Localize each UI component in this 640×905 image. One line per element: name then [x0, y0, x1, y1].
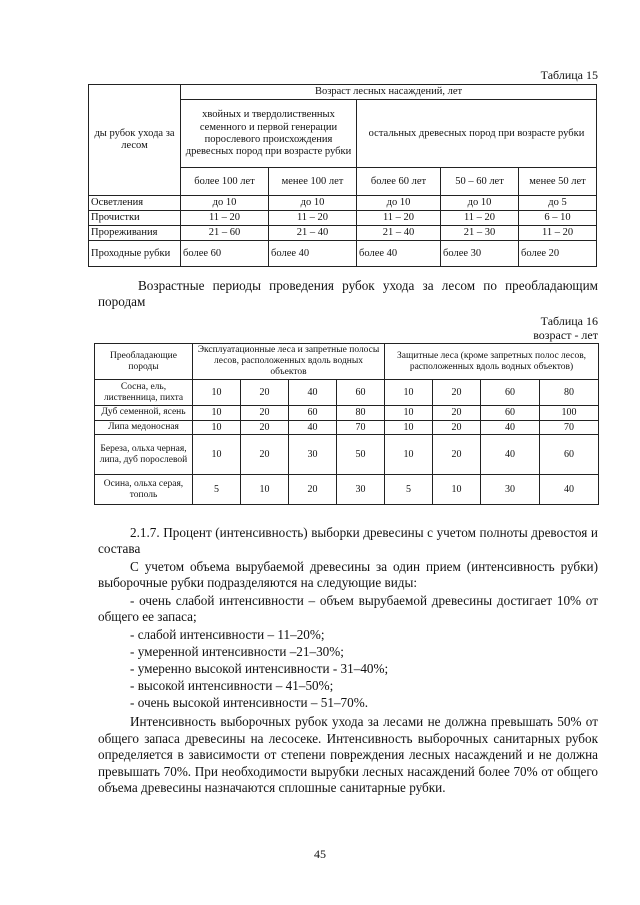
table16-cell: 20	[433, 420, 481, 435]
table16-row-name: Дуб семенной, ясень	[95, 406, 193, 421]
table16-cell: 10	[433, 475, 481, 505]
table15-cell: 11 – 20	[357, 211, 441, 226]
table16-cell: 40	[289, 420, 337, 435]
list-item: - очень слабой интенсивности – объем вырубаемой древесины достигает 10% от общего ее запаса;	[98, 593, 598, 624]
table15-cell: 21 – 40	[269, 226, 357, 241]
table16-cell: 5	[193, 475, 241, 505]
table16-cell: 60	[481, 406, 540, 421]
table15-header-age: Возраст лесных насаждений, лет	[181, 85, 597, 100]
table15-cell: 11 – 20	[441, 211, 519, 226]
table15-cell: до 10	[181, 196, 269, 211]
table16-group-exploit: Эксплуатационные леса и запретные полосы лесов, расположенных вдоль водных объектов	[193, 344, 385, 380]
table16-row-name: Липа медоносная	[95, 420, 193, 435]
table15-caption: Таблица 15	[540, 68, 598, 82]
table16-cell: 70	[540, 420, 599, 435]
table16-cell: 40	[481, 420, 540, 435]
table15-cell: 11 – 20	[181, 211, 269, 226]
table16-cell: 80	[540, 380, 599, 406]
table15-sub-header: более 60 лет	[357, 168, 441, 196]
table15-sub-header: менее 100 лет	[269, 168, 357, 196]
table16-row-name: Береза, ольха черная, липа, дуб порослевой	[95, 435, 193, 475]
table16-heading: Возрастные периоды проведения рубок ухода за лесом по преобладающим породам	[98, 278, 598, 309]
table15-cell: до 5	[519, 196, 597, 211]
table16-cell: 10	[193, 406, 241, 421]
table16-cell: 10	[385, 420, 433, 435]
table16-cell: 40	[540, 475, 599, 505]
table15-cell: до 10	[357, 196, 441, 211]
table15-cell: 11 – 20	[519, 226, 597, 241]
table16-cell: 20	[241, 420, 289, 435]
table16-cell: 60	[540, 435, 599, 475]
table16-cell: 70	[337, 420, 385, 435]
list-item: - слабой интенсивности – 11–20%;	[130, 627, 325, 642]
table16-cell: 100	[540, 406, 599, 421]
table16-cell: 10	[385, 380, 433, 406]
table16-cell: 20	[433, 406, 481, 421]
table16-cell: 10	[193, 420, 241, 435]
table16-cell: 10	[241, 475, 289, 505]
section-intro: С учетом объема вырубаемой древесины за один прием (интенсивность рубки) выборочные рубки подразделяются на следующие виды:	[98, 559, 598, 590]
table16-cell: 10	[385, 406, 433, 421]
table16-cell: 10	[193, 380, 241, 406]
table16-caption: Таблица 16	[540, 314, 598, 328]
list-item: - умеренной интенсивности –21–30%;	[130, 644, 344, 659]
table15-cell: более 40	[357, 241, 441, 267]
table16-cell: 5	[385, 475, 433, 505]
table16-cell: 60	[481, 380, 540, 406]
page-number: 45	[314, 847, 326, 861]
table16-cell: 20	[241, 380, 289, 406]
table16-cell: 40	[481, 435, 540, 475]
table16-unit: возраст - лет	[533, 328, 598, 342]
table16-cell: 20	[289, 475, 337, 505]
table15-cell: более 60	[181, 241, 269, 267]
table16-cell: 10	[193, 435, 241, 475]
section-title: 2.1.7. Процент (интенсивность) выборки древесины с учетом полноты древостоя и состава	[98, 525, 598, 556]
table15-cell: 11 – 20	[269, 211, 357, 226]
table16-cell: 50	[337, 435, 385, 475]
table16-col-species: Преобладающие породы	[95, 344, 193, 380]
table16-cell: 60	[289, 406, 337, 421]
table16-cell: 30	[337, 475, 385, 505]
table16-cell: 20	[433, 435, 481, 475]
table15-cell: 21 – 60	[181, 226, 269, 241]
table15-group-conifer: хвойных и твердолиственных семенного и первой генерации порослевого происхождения древесных пород при возрасте рубки	[181, 100, 357, 168]
table16-row-name: Осина, ольха серая, тополь	[95, 475, 193, 505]
table16-cell: 10	[385, 435, 433, 475]
table15	[88, 84, 597, 267]
table15-cell: 21 – 40	[357, 226, 441, 241]
table15-cell: 21 – 30	[441, 226, 519, 241]
list-item: - высокой интенсивности – 41–50%;	[130, 678, 334, 693]
table15-col-type: ды рубок ухода за лесом	[89, 85, 181, 196]
table15-sub-header: более 100 лет	[181, 168, 269, 196]
table15-group-other: остальных древесных пород при возрасте рубки	[357, 100, 597, 168]
table15-cell: более 40	[269, 241, 357, 267]
table16-cell: 40	[289, 380, 337, 406]
table16-cell: 60	[337, 380, 385, 406]
table15-row-name: Проходные рубки	[89, 241, 181, 267]
table16-cell: 30	[289, 435, 337, 475]
table15-cell: более 30	[441, 241, 519, 267]
table16-cell: 20	[241, 435, 289, 475]
table16-cell: 30	[481, 475, 540, 505]
list-item: - очень высокой интенсивности – 51–70%.	[130, 695, 369, 710]
table16-row-name: Сосна, ель, лиственница, пихта	[95, 380, 193, 406]
table15-row-name: Прочистки	[89, 211, 181, 226]
list-item: - умеренно высокой интенсивности - 31–40%;	[130, 661, 389, 676]
table16-cell: 80	[337, 406, 385, 421]
table16-cell: 20	[241, 406, 289, 421]
section-closing: Интенсивность выборочных рубок ухода за лесами не должна превышать 50% от общего запаса древесины на лесосеке. Интенсивность выборочных санитарных рубок определяется в зависимости от степени повреждения лесных насаждений и не должна превышать 70%. При необходимости вырубки лесных насаждений более 70% от общего объема древесины назначаются сплошные санитарные рубки.	[98, 714, 598, 796]
table15-cell: до 10	[441, 196, 519, 211]
table15-cell: до 10	[269, 196, 357, 211]
table15-row-name: Осветления	[89, 196, 181, 211]
table16-cell: 20	[433, 380, 481, 406]
table15-cell: 6 – 10	[519, 211, 597, 226]
table16-group-protect: Защитные леса (кроме запретных полос лесов, расположенных вдоль водных объектов)	[385, 344, 599, 380]
table15-sub-header: 50 – 60 лет	[441, 168, 519, 196]
table15-cell: более 20	[519, 241, 597, 267]
table15-row-name: Прореживания	[89, 226, 181, 241]
table16	[94, 343, 599, 505]
table15-sub-header: менее 50 лет	[519, 168, 597, 196]
